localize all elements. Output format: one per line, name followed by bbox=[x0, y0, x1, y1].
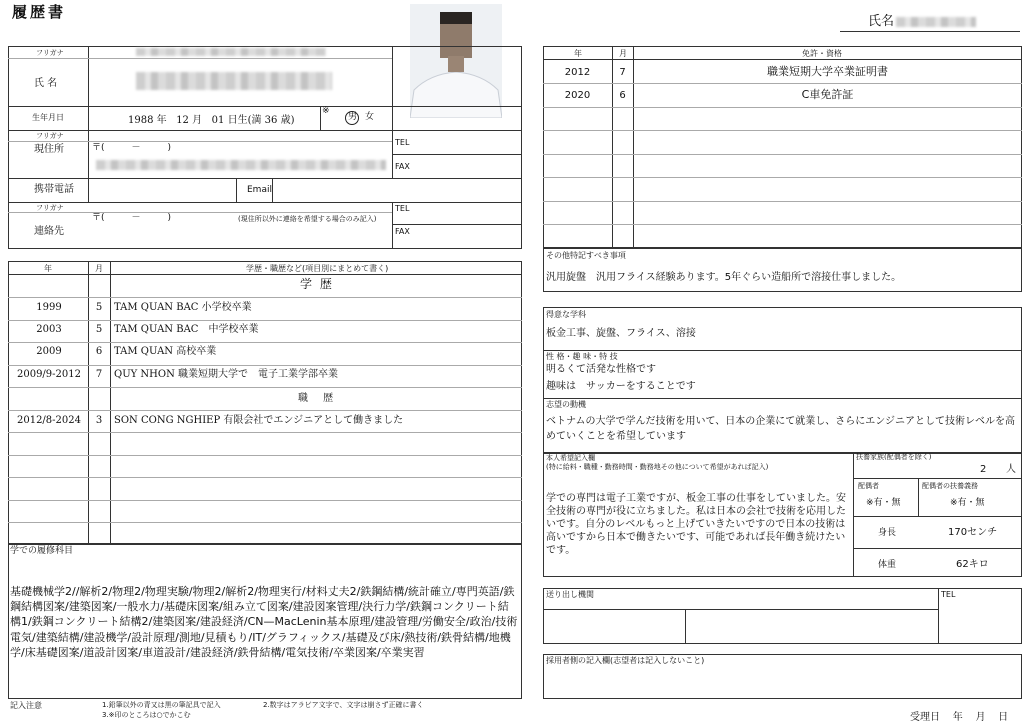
work-year: 2012/8-2024 bbox=[16, 415, 81, 426]
wishes-text: 学での専門は電子工業ですが、板金工事の仕事をしていました。安全技術の専門が役に立ちました。私は日本の会社で技術を応用したいです。自分のレベルもっと上げていきたいですので日本の技術は高いですから日本で働きたいです、可能であれば長年働き続けたいです。 bbox=[546, 493, 846, 556]
contact-note: (現住所以外に連絡を希望する場合のみ記入) bbox=[238, 215, 377, 223]
edu-desc: TAM QUAN BAC 中学校卒業 bbox=[114, 324, 259, 335]
license-row-line bbox=[543, 177, 1022, 178]
edu-desc: TAM QUAN 高校卒業 bbox=[114, 346, 217, 357]
edu-month: 5 bbox=[95, 302, 103, 313]
history-row-line bbox=[8, 500, 522, 501]
license-row-line bbox=[543, 107, 1022, 108]
subjects-bottom bbox=[543, 350, 1022, 351]
license-col-month: 月 bbox=[619, 49, 627, 58]
spouse-bottom bbox=[853, 516, 1022, 517]
license-row-line bbox=[543, 130, 1022, 131]
spouse-value: ※有・無 bbox=[866, 498, 901, 508]
document-title: 履歴書 bbox=[12, 3, 67, 21]
license-year: 2020 bbox=[564, 90, 591, 101]
history-month-divider bbox=[110, 261, 111, 544]
contact-furigana-label: フリガナ bbox=[36, 204, 64, 212]
weight-label: 体重 bbox=[878, 560, 897, 570]
note-item: 1.鉛筆以外の青又は黒の筆記具で記入 bbox=[102, 701, 221, 709]
birth-day-unit: 日生 bbox=[227, 115, 248, 126]
name-label: 氏 名 bbox=[34, 78, 58, 89]
email-label: Email bbox=[247, 185, 272, 195]
license-month: 6 bbox=[619, 90, 626, 101]
dependents-value: 2 bbox=[980, 464, 987, 475]
special-label: その他特記すべき事項 bbox=[546, 251, 626, 260]
address-furigana-label: フリガナ bbox=[36, 132, 64, 140]
birth-month-unit: 月 bbox=[192, 115, 203, 126]
contact-furigana-line bbox=[8, 212, 392, 213]
edu-year: 1999 bbox=[36, 302, 62, 313]
license-desc: 職業短期大学卒業証明書 bbox=[767, 65, 888, 78]
age-close: 歳) bbox=[280, 115, 295, 126]
birth-year-unit: 年 bbox=[156, 115, 167, 126]
receipt-year: 年 bbox=[952, 712, 963, 721]
receipt-month: 月 bbox=[975, 712, 986, 721]
height-label: 身長 bbox=[878, 528, 897, 538]
special-text: 汎用旋盤 汎用フライス経験あります。5年ぐらい造船所で溶接仕事しました。 bbox=[546, 272, 902, 283]
address-furigana-line bbox=[8, 141, 392, 142]
tel-fax-divider bbox=[392, 154, 522, 155]
education-heading: 学 歴 bbox=[300, 277, 334, 291]
contact-fax-label: FAX bbox=[395, 227, 410, 236]
contact-label: 連絡先 bbox=[34, 226, 64, 237]
subjects-label: 得意な学科 bbox=[546, 310, 586, 319]
birth-row-bottom bbox=[8, 130, 522, 131]
subjects-text: 板金工事、旋盤、フライス、溶接 bbox=[546, 328, 696, 339]
history-row-line bbox=[8, 477, 522, 478]
furigana-line bbox=[8, 58, 392, 59]
gender-divider bbox=[320, 106, 321, 130]
history-row-line bbox=[8, 432, 522, 433]
sender-tel-label: TEL bbox=[941, 590, 956, 599]
personality-line-2: 趣味は サッカーをすることです bbox=[546, 381, 696, 392]
mobile-label: 携帯電話 bbox=[34, 184, 74, 195]
edu-month: 7 bbox=[95, 369, 103, 380]
license-row-line bbox=[543, 201, 1022, 202]
redacted-address bbox=[96, 160, 386, 170]
birth-date bbox=[128, 111, 295, 126]
license-row-line bbox=[543, 83, 1022, 84]
height-bottom bbox=[853, 548, 1022, 549]
contact-tel-label: TEL bbox=[395, 204, 410, 213]
personality-label: 性 格・趣 味・特 技 bbox=[546, 352, 618, 361]
employer-label: 採用者側の記入欄(志望者は記入しないこと) bbox=[546, 656, 705, 665]
birth-year: 1988 bbox=[128, 115, 154, 126]
motivation-label: 志望の動機 bbox=[546, 400, 586, 409]
gender-male: 男 bbox=[348, 112, 358, 122]
courses-label: 学での履修科目 bbox=[10, 546, 74, 556]
history-header-bottom bbox=[8, 274, 522, 275]
receipt-date bbox=[910, 708, 1008, 721]
birth-day: 01 bbox=[211, 115, 225, 126]
license-desc: C車免許証 bbox=[801, 88, 854, 101]
furigana-label: フリガナ bbox=[36, 49, 64, 57]
history-row-line bbox=[8, 522, 522, 523]
edu-year: 2009 bbox=[36, 346, 62, 357]
note-item: 2.数字はアラビア文字で、文字は崩さず正確に書く bbox=[263, 701, 424, 709]
dependents-label: 扶養家族(配偶者を除く) bbox=[856, 453, 932, 461]
height-value: 170センチ bbox=[948, 527, 998, 538]
license-year: 2012 bbox=[564, 67, 591, 78]
redacted-furigana bbox=[136, 48, 326, 56]
email-value-divider bbox=[272, 178, 273, 203]
courses-text: 基礎機械学2//解析2/物理2/物理実験/物理2/解析2/物理実行/材料丈夫2/鉄鋼結構/統計確立/専門英語/鉄鋼結構図案/建築図案/一般水力/基礎床図案/組み立て図案/建設図案管理/決行力学/鉄鋼コンクリート結構1/鉄鋼コンクリート結構2/建築図案/建設経済/CN—MacLenin基本原理/建設管理/労働安全/政治/技術電気/建築結構/建設機学/設計原理/測地/見積もり/IT/グラフィックス/基礎及び床/熱技術/鉄骨結構/地機学/床基礎図案/道設計図案/車道設計/建設経済/鉄骨結構/電気技術/卒業図案/卒業実習 bbox=[10, 585, 518, 659]
license-header-bottom bbox=[543, 59, 1022, 60]
mobile-email-divider bbox=[236, 178, 237, 203]
address-fax-label: FAX bbox=[395, 162, 410, 171]
redacted-full-name bbox=[136, 72, 332, 90]
address-tel-label: TEL bbox=[395, 138, 410, 147]
history-col-desc: 学歴・職歴など(項目別にまとめて書く) bbox=[246, 264, 389, 273]
age-value: 36 bbox=[264, 115, 278, 126]
history-col-month: 月 bbox=[95, 264, 103, 273]
age-open: (満 bbox=[247, 115, 262, 126]
note-item: 3.※印のところは○でかこむ bbox=[102, 711, 191, 719]
birth-label: 生年月日 bbox=[32, 113, 64, 122]
license-col-year: 年 bbox=[574, 49, 582, 58]
receipt-day: 日 bbox=[998, 712, 1009, 721]
history-row-line bbox=[8, 342, 522, 343]
sender-tel-divider bbox=[938, 588, 939, 644]
edu-year: 2003 bbox=[36, 324, 62, 335]
edu-desc: TAM QUAN BAC 小学校卒業 bbox=[114, 302, 252, 313]
license-row-line bbox=[543, 224, 1022, 225]
contact-tel-divider bbox=[392, 202, 393, 249]
top-name-underline bbox=[840, 31, 1020, 32]
top-name-label: 氏名 bbox=[868, 14, 895, 29]
wishes-label: 本人希望記入欄 bbox=[546, 454, 595, 462]
wishes-family-divider bbox=[853, 453, 854, 577]
spouse-divider bbox=[918, 478, 919, 516]
personality-line-1: 明るくて活発な性格です bbox=[546, 364, 656, 375]
wishes-sub: (特に給料・職種・勤務時間・勤務地その他について希望があれば記入) bbox=[546, 463, 769, 471]
birth-month: 12 bbox=[176, 115, 189, 126]
address-row-bottom bbox=[8, 178, 522, 179]
personality-bottom bbox=[543, 398, 1022, 399]
history-col-year: 年 bbox=[44, 264, 52, 273]
history-row-line bbox=[8, 365, 522, 366]
spouse-duty-value: ※有・無 bbox=[950, 498, 985, 508]
name-row-bottom bbox=[8, 106, 522, 107]
gender-female: 女 bbox=[365, 112, 375, 122]
weight-value: 62キロ bbox=[956, 559, 989, 570]
history-row-line bbox=[8, 410, 522, 411]
edu-month: 6 bbox=[95, 346, 103, 357]
work-heading: 職 歴 bbox=[298, 393, 340, 404]
gender-note-mark: ※ bbox=[322, 106, 330, 116]
license-col-desc: 免許・資格 bbox=[802, 49, 842, 58]
mobile-row-bottom bbox=[8, 202, 522, 203]
dependents-bottom bbox=[853, 478, 1022, 479]
receipt-label: 受理日 bbox=[910, 712, 940, 721]
sender-label: 送り出し機関 bbox=[546, 590, 594, 599]
spouse-label: 配偶者 bbox=[858, 482, 879, 490]
work-month: 3 bbox=[95, 415, 103, 426]
redacted-name bbox=[896, 17, 976, 27]
history-row-line bbox=[8, 320, 522, 321]
photo-side-divider bbox=[392, 46, 393, 132]
dependents-unit: 人 bbox=[1006, 464, 1016, 475]
contact-tel-fax-divider bbox=[392, 224, 522, 225]
notes-label: 記入注意 bbox=[10, 701, 42, 710]
motivation-text: ベトナムの大学で学んだ技術を用いて、日本の企業にて就業し、さらにエンジニアとして技術レベルを高めていくことを希望しています bbox=[546, 416, 1016, 442]
edu-year: 2009/9-2012 bbox=[16, 369, 81, 380]
history-row-line bbox=[8, 455, 522, 456]
sender-col-divider bbox=[685, 609, 686, 644]
work-desc: SON CONG NGHIEP 有限会社でエンジニアとして働きました bbox=[114, 415, 404, 426]
history-row-line bbox=[8, 387, 522, 388]
contact-postal: 〒( － ) bbox=[92, 213, 172, 223]
spouse-duty-label: 配偶者の扶養義務 bbox=[922, 482, 978, 490]
edu-month: 5 bbox=[95, 324, 103, 335]
sender-inner-line bbox=[543, 609, 938, 610]
license-month: 7 bbox=[619, 67, 626, 78]
address-postal: 〒( － ) bbox=[92, 143, 172, 153]
license-row-line bbox=[543, 154, 1022, 155]
address-label: 現住所 bbox=[34, 144, 64, 155]
edu-desc: QUY NHON 職業短期大学で 電子工業学部卒業 bbox=[114, 369, 339, 380]
personal-label-divider bbox=[88, 46, 89, 203]
history-row-line bbox=[8, 297, 522, 298]
